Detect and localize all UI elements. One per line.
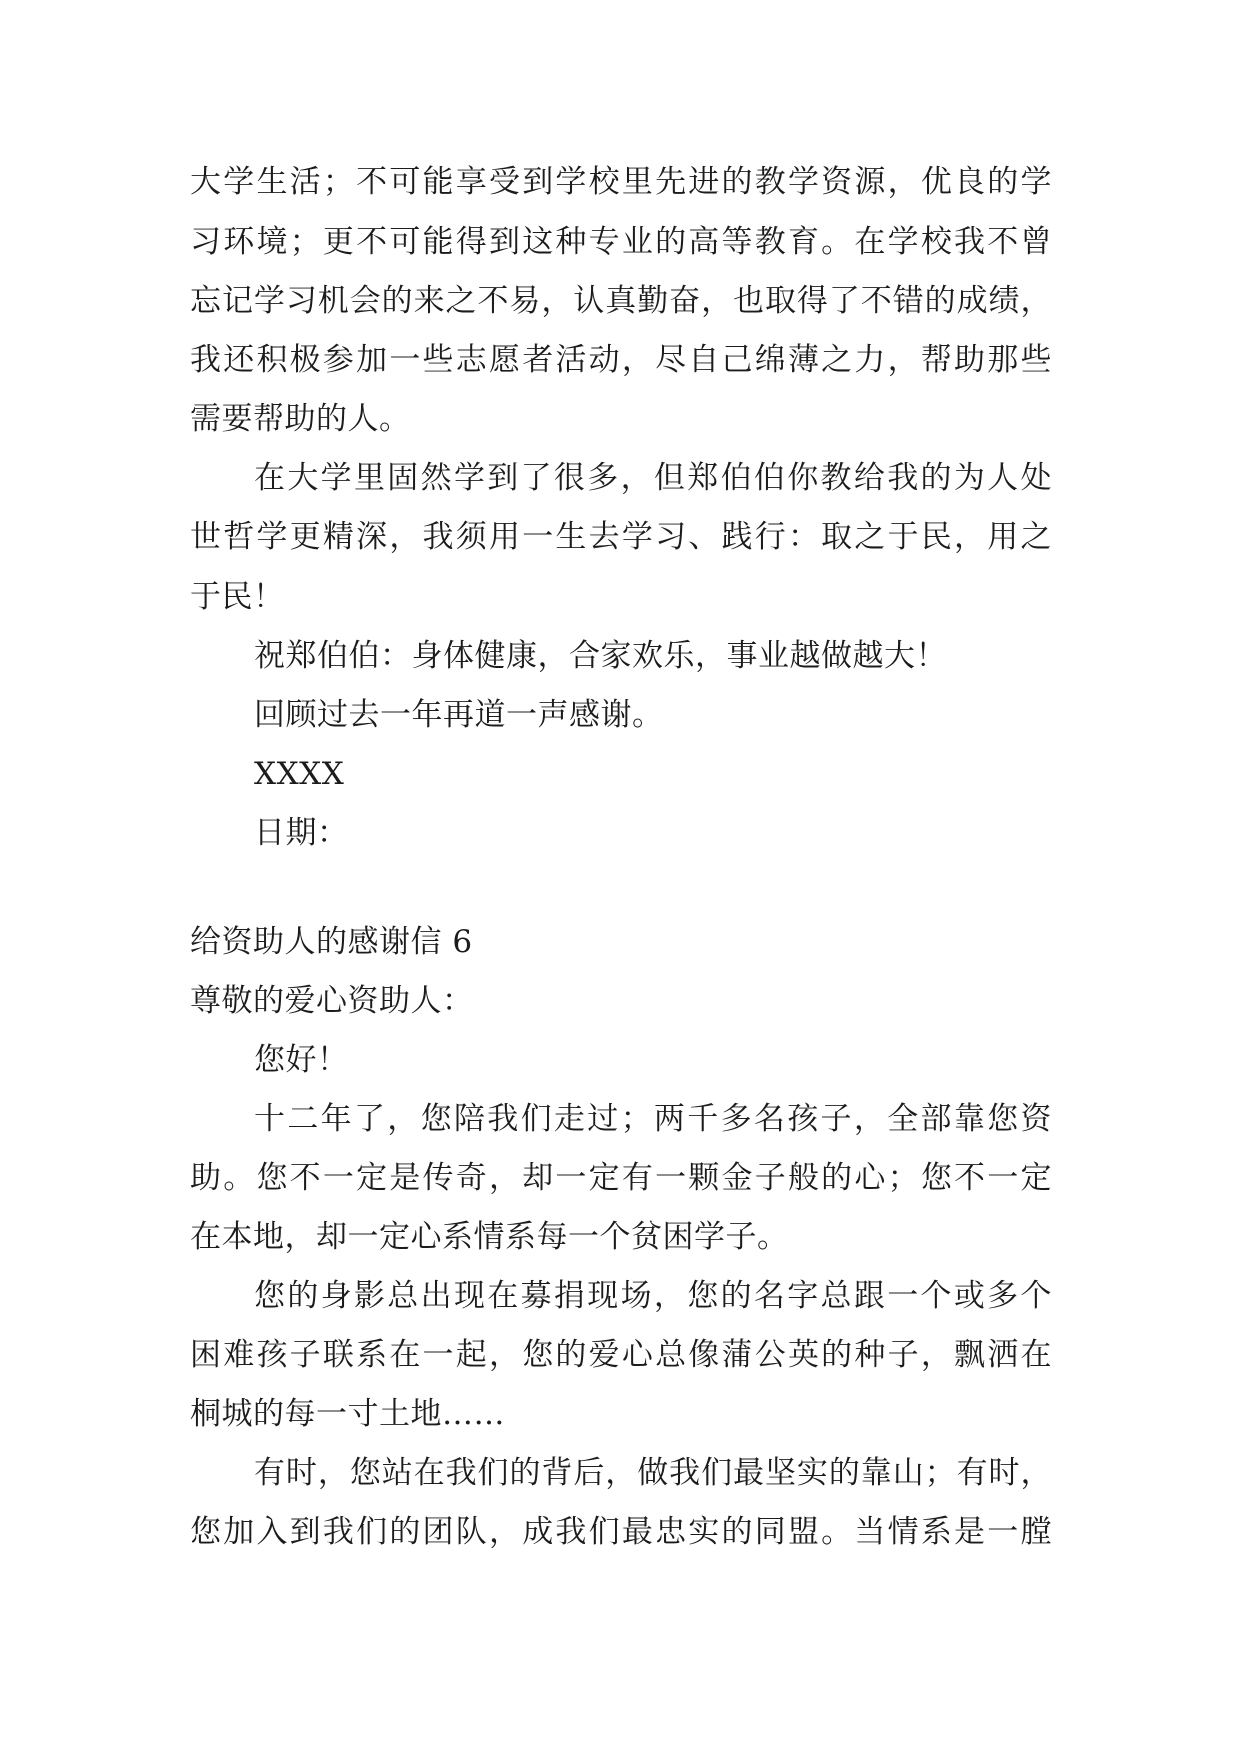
body-line: 助。您不一定是传奇，却一定有一颗金子般的心；您不一定	[190, 1160, 1052, 1196]
body-line: 忘记学习机会的来之不易，认真勤奋，也取得了不错的成绩，	[190, 283, 1052, 319]
paragraph-first-line: 您的身影总出现在募捐现场，您的名字总跟一个或多个	[254, 1278, 1052, 1314]
date-label: 日期：	[254, 815, 349, 851]
signature-name: XXXX	[254, 756, 345, 792]
body-line: 需要帮助的人。	[190, 401, 411, 437]
greeting: 您好！	[254, 1042, 349, 1078]
closing-line: 回顾过去一年再道一声感谢。	[254, 697, 664, 733]
body-line: 桐城的每一寸土地……	[190, 1396, 505, 1432]
paragraph-first-line: 十二年了，您陪我们走过；两千多名孩子，全部靠您资	[254, 1101, 1052, 1137]
body-line: 于民！	[190, 579, 285, 615]
body-line: 习环境；更不可能得到这种专业的高等教育。在学校我不曾	[190, 224, 1052, 260]
paragraph-first-line: 有时，您站在我们的背后，做我们最坚实的靠山；有时，	[254, 1455, 1052, 1491]
body-line: 我还积极参加一些志愿者活动，尽自己绵薄之力，帮助那些	[190, 342, 1052, 378]
body-line: 大学生活；不可能享受到学校里先进的教学资源，优良的学	[190, 164, 1052, 200]
salutation: 尊敬的爱心资助人：	[190, 983, 474, 1019]
body-line: 困难孩子联系在一起，您的爱心总像蒲公英的种子，飘洒在	[190, 1337, 1052, 1373]
body-line: 您加入到我们的团队，成我们最忠实的同盟。当情系是一膛	[190, 1514, 1052, 1550]
body-line: 世哲学更精深，我须用一生去学习、践行：取之于民，用之	[190, 519, 1052, 555]
body-line: 在本地，却一定心系情系每一个贫困学子。	[190, 1219, 789, 1255]
paragraph-first-line: 在大学里固然学到了很多，但郑伯伯你教给我的为人处	[254, 460, 1052, 496]
letter-title: 给资助人的感谢信 6	[190, 924, 473, 960]
blessing-line: 祝郑伯伯：身体健康，合家欢乐，事业越做越大！	[254, 638, 947, 674]
